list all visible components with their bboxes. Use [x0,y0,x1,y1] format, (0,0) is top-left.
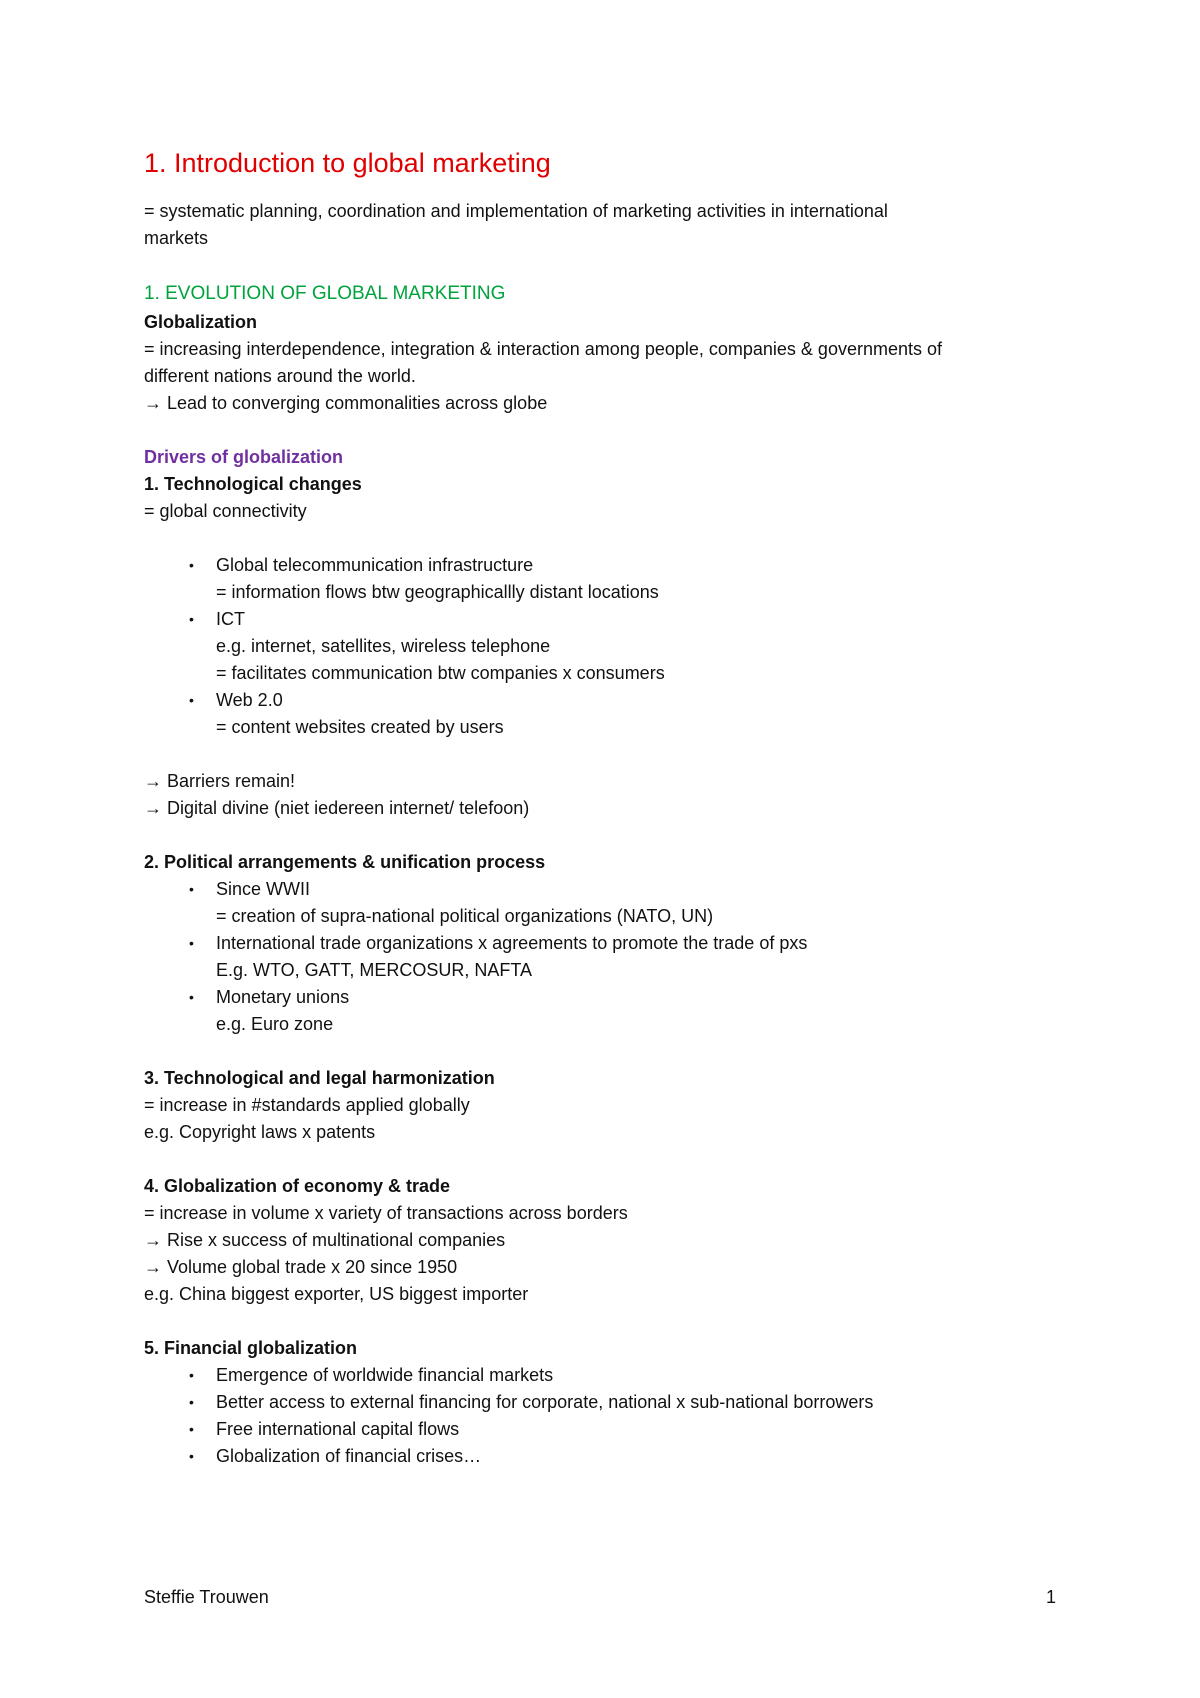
globalization-definition-line-1: = increasing interdependence, integration & interaction among people, companies & governments of [144,339,943,359]
list-item-subtext: = information flows btw geographicallly distant locations [216,582,659,602]
driver-1-definition: = global connectivity [144,501,307,521]
spacer [144,822,1064,849]
list-item-text: Better access to external financing for corporate, national x sub-national borrowers [216,1392,874,1412]
driver-3-title: 3. Technological and legal harmonization [144,1068,495,1088]
spacer [144,1146,1064,1173]
driver-4-line: e.g. China biggest exporter, US biggest importer [144,1284,529,1304]
list-item [144,984,1064,1038]
arrow-text: Volume global trade x 20 since 1950 [167,1257,458,1277]
driver-2-title: 2. Political arrangements & unification process [144,852,546,872]
list-item [144,1443,1064,1470]
driver-4-title: 4. Globalization of economy & trade [144,1176,451,1196]
list-item [144,552,1064,606]
arrow-icon: → [144,771,162,791]
list-item [144,876,1064,930]
spacer [144,1308,1064,1335]
list-item-text: Web 2.0 [216,690,283,710]
arrow-line [144,768,1064,795]
driver-4-line: = increase in volume x variety of transactions across borders [144,1203,628,1223]
footer-page-number: 1 [1045,1587,1056,1607]
driver-1-list [144,552,1064,741]
spacer [144,417,1064,444]
driver-5-title: 5. Financial globalization [144,1338,358,1358]
arrow-text: Rise x success of multinational companies [167,1230,506,1250]
arrow-icon: → [144,798,162,818]
arrow-line [144,1227,1064,1254]
driver-5-list [144,1362,1064,1470]
arrow-text: Digital divine (niet iedereen internet/ telefoon) [167,798,530,818]
list-item-text: Monetary unions [216,987,350,1007]
arrow-line [144,1254,1064,1281]
list-item [144,1389,1064,1416]
list-item-text: Free international capital flows [216,1419,460,1439]
spacer [144,1038,1064,1065]
list-item-text: ICT [216,609,245,629]
bullet-icon: • [189,1421,194,1437]
list-item [144,1416,1064,1443]
driver-2-list [144,876,1064,1038]
bullet-icon: • [189,989,194,1005]
globalization-label: Globalization [144,312,258,332]
arrow-text: Barriers remain! [167,771,296,791]
list-item [144,687,1064,741]
arrow-icon: → [144,393,162,413]
spacer [144,525,1064,552]
arrow-icon: → [144,1257,162,1277]
list-item-subtext: = content websites created by users [216,717,504,737]
list-item-subtext: = creation of supra-national political organizations (NATO, UN) [216,906,714,926]
globalization-arrow-line [144,390,1064,417]
list-item [144,606,1064,687]
list-item-text: Since WWII [216,879,311,899]
driver-1-title: 1. Technological changes [144,474,362,494]
arrow-icon: → [144,1230,162,1250]
list-item [144,1362,1064,1389]
bullet-icon: • [189,557,194,573]
bullet-icon: • [189,935,194,951]
bullet-icon: • [189,881,194,897]
driver-3-line: e.g. Copyright laws x patents [144,1122,376,1142]
list-item-text: International trade organizations x agreements to promote the trade of pxs [216,933,808,953]
driver-3-line: = increase in #standards applied globally [144,1095,470,1115]
definition-text: = systematic planning, coordination and implementation of marketing activities in international markets [144,201,888,248]
section-heading: 1. EVOLUTION OF GLOBAL MARKETING [144,283,506,304]
bullet-icon: • [189,1367,194,1383]
list-item-subtext: = facilitates communication btw companies x consumers [216,663,665,683]
list-item-text: Emergence of worldwide financial markets [216,1365,554,1385]
list-item-subtext: E.g. WTO, GATT, MERCOSUR, NAFTA [216,960,533,980]
list-item [144,930,1064,984]
bullet-icon: • [189,1448,194,1464]
bullet-icon: • [189,692,194,708]
list-item-text: Global telecommunication infrastructure [216,555,534,575]
document-page [144,146,1064,1470]
spacer [144,741,1064,768]
arrow-line [144,795,1064,822]
bullet-icon: • [189,611,194,627]
spacer [144,252,1064,279]
bullet-icon: • [189,1394,194,1410]
drivers-subheading: Drivers of globalization [144,447,344,467]
list-item-subtext: e.g. Euro zone [216,1014,334,1034]
document-title: 1. Introduction to global marketing [144,148,551,178]
globalization-definition-line-2: different nations around the world. [144,366,416,386]
footer-author: Steffie Trouwen [144,1587,269,1607]
arrow-text: Lead to converging commonalities across globe [167,393,548,413]
list-item-text: Globalization of financial crises… [216,1446,482,1466]
list-item-subtext: e.g. internet, satellites, wireless telephone [216,636,551,656]
